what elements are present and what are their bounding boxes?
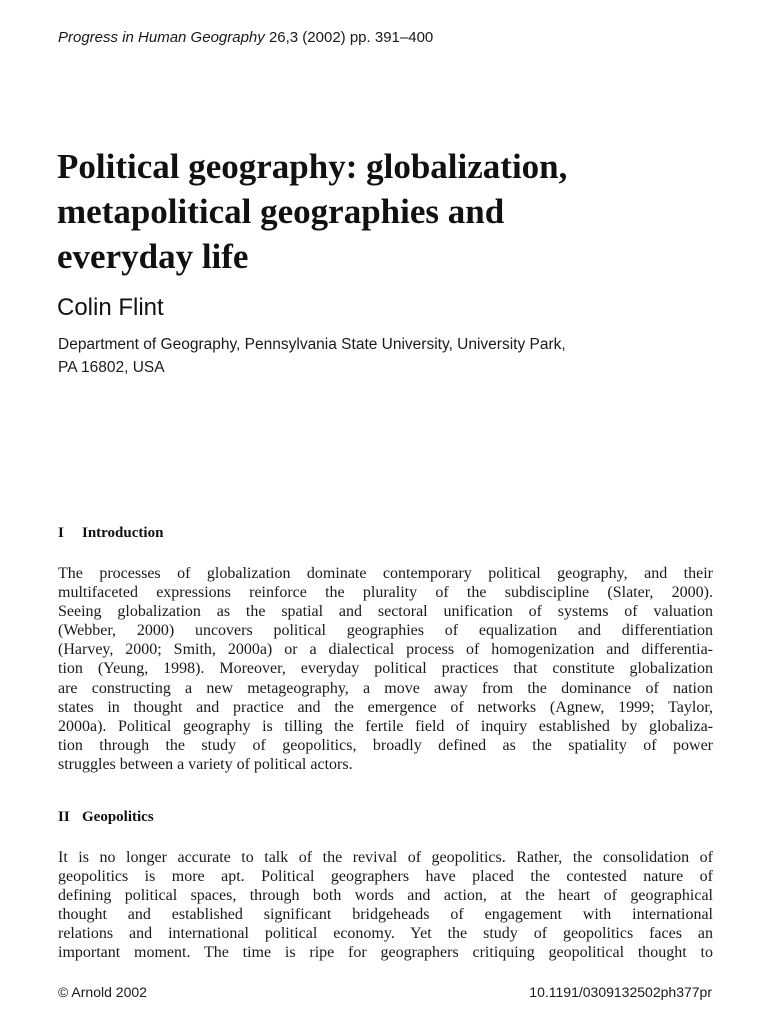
- section-number: II: [58, 809, 70, 825]
- text-line: are constructing a new metageography, a move away from the dominance of nation: [58, 679, 713, 697]
- text-line: tion through the study of geopolitics, broadly defined as the spatiality of power: [58, 736, 713, 754]
- introduction-paragraph: [58, 564, 713, 774]
- affiliation-line: Department of Geography, Pennsylvania State University, University Park,: [58, 336, 566, 353]
- section-heading-introduction: [58, 525, 163, 542]
- text-line: important moment. The time is ripe for geographers critiquing geopolitical thought to: [58, 944, 713, 962]
- section-title: Introduction: [82, 525, 164, 541]
- text-line: tion (Yeung, 1998). Moreover, everyday political practices that constitute globalization: [58, 660, 713, 678]
- text-line: (Harvey, 2000; Smith, 2000a) or a dialectical process of homogenization and differentia-: [58, 641, 713, 659]
- text-line: The processes of globalization dominate contemporary political geography, and their: [58, 565, 713, 582]
- title-line: metapolitical geographies and: [57, 192, 505, 231]
- section-heading-geopolitics: [58, 809, 154, 826]
- doi-identifier: 10.1191/0309132502ph377pr: [529, 984, 712, 1000]
- journal-volume-pages: 26,3 (2002) pp. 391–400: [264, 29, 434, 46]
- text-line: relations and international political economy. Yet the study of geopolitics faces an: [58, 925, 713, 943]
- copyright-notice: © Arnold 2002: [58, 984, 147, 1000]
- author-affiliation: [58, 333, 566, 379]
- section-number: I: [58, 525, 64, 541]
- text-line: It is no longer accurate to talk of the revival of geopolitics. Rather, the consolidation of: [58, 849, 713, 866]
- text-line: geopolitics is more apt. Political geographers have placed the contested nature of: [58, 868, 713, 886]
- author-name: Colin Flint: [57, 294, 164, 321]
- affiliation-line: PA 16802, USA: [58, 359, 165, 376]
- geopolitics-paragraph: [58, 848, 713, 963]
- article-title: [57, 144, 737, 279]
- journal-citation: [58, 29, 433, 46]
- text-line: multifaceted expressions reinforce the plurality of the subdiscipline (Slater, 2000).: [58, 584, 713, 602]
- text-line: struggles between a variety of political actors.: [58, 755, 353, 773]
- section-title: Geopolitics: [82, 809, 154, 825]
- text-line: defining political spaces, through both words and action, at the heart of geographical: [58, 887, 713, 905]
- title-line: Political geography: globalization,: [57, 147, 568, 186]
- text-line: states in thought and practice and the emergence of networks (Agnew, 1999; Taylor,: [58, 698, 713, 716]
- title-line: everyday life: [57, 237, 249, 276]
- journal-name: Progress in Human Geography: [58, 29, 265, 46]
- text-line: (Webber, 2000) uncovers political geographies of equalization and differentiation: [58, 622, 713, 640]
- text-line: thought and established significant bridgeheads of engagement with international: [58, 906, 713, 924]
- text-line: Seeing globalization as the spatial and sectoral unification of systems of valuation: [58, 603, 713, 621]
- text-line: 2000a). Political geography is tilling the fertile field of inquiry established by globaliza-: [58, 717, 713, 735]
